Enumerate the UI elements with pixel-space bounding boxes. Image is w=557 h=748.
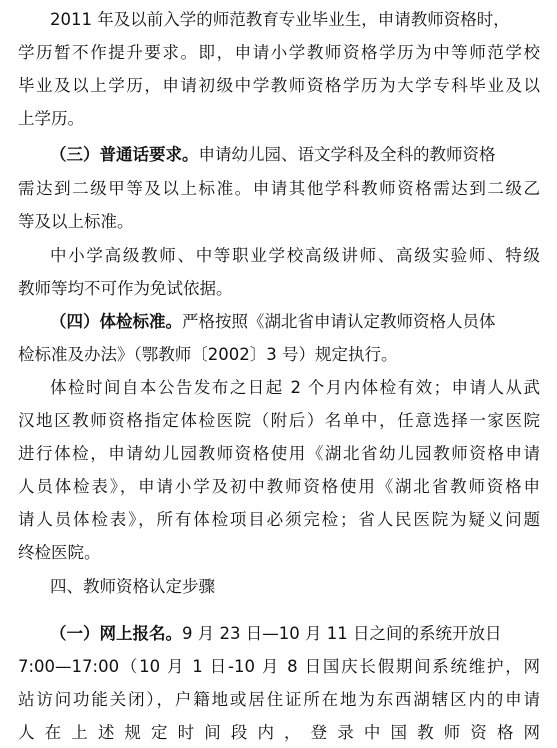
paragraph-line: 教师等均不可作为免试依据。 <box>18 279 233 298</box>
paragraph-line: 7:00—17:00（10 月 1 日-10 月 8 日国庆长假期间系统维护，网 <box>18 657 540 676</box>
paragraph-line: 站访问功能关闭），户籍地或居住证所在地为东西湖辖区内的申请 <box>18 690 540 709</box>
paragraph-line: 体检时间自本公告发布之日起 2 个月内体检有效；申请人从武 <box>50 378 540 397</box>
paragraph-line: 终检医院。 <box>18 543 101 562</box>
paragraph-line: 检标准及办法》（鄂教师〔2002〕3 号）规定执行。 <box>18 345 398 364</box>
paragraph-line: 等及以上标准。 <box>18 212 134 231</box>
section-heading: （三）普通话要求。 <box>50 145 199 164</box>
paragraph-line: 人员体检表》，申请小学及初中教师资格使用《湖北省教师资格申 <box>18 477 540 496</box>
section-heading: （四）体检标准。 <box>50 312 182 331</box>
putonghua-section-line <box>50 140 540 170</box>
paragraph-line: 汉地区教师资格指定体检医院（附后）名单中，任意选择一家医院 <box>18 411 540 430</box>
section-text: 9 月 23 日—10 月 11 日之间的系统开放日 <box>182 624 502 643</box>
paragraph-line: 中小学高级教师、中等职业学校高级讲师、高级实验师、特级 <box>50 246 540 265</box>
paragraph-line: 毕业及以上学历，申请初级中学教师资格学历为大学专科毕业及以 <box>18 76 540 95</box>
paragraph-line: 请人员体检表》，所有体检项目必须完检；省人民医院为疑义问题 <box>18 510 540 529</box>
paragraph-line: 进行体检，申请幼儿园教师资格使用《湖北省幼儿园教师资格申请 <box>18 444 540 463</box>
section-heading: （一）网上报名。 <box>50 624 182 643</box>
paragraph-line: 人在上述规定时间段内，登录中国教师资格网 <box>18 723 540 742</box>
section-text: 严格按照《湖北省申请认定教师资格人员体 <box>182 312 496 331</box>
section-text: 申请幼儿园、语文学科及全科的教师资格 <box>198 145 496 164</box>
paragraph-line: 上学历。 <box>18 109 84 128</box>
paragraph-line: 2011 年及以前入学的师范教育专业毕业生，申请教师资格时， <box>50 10 510 29</box>
paragraph-line: 需达到二级甲等及以上标准。申请其他学科教师资格需达到二级乙 <box>18 179 540 198</box>
online-section-line <box>50 619 540 649</box>
section-title: 四、教师资格认定步骤 <box>50 577 215 596</box>
physical-section-line <box>50 307 540 337</box>
paragraph-line: 学历暂不作提升要求。即，申请小学教师资格学历为中等师范学校 <box>18 43 540 62</box>
